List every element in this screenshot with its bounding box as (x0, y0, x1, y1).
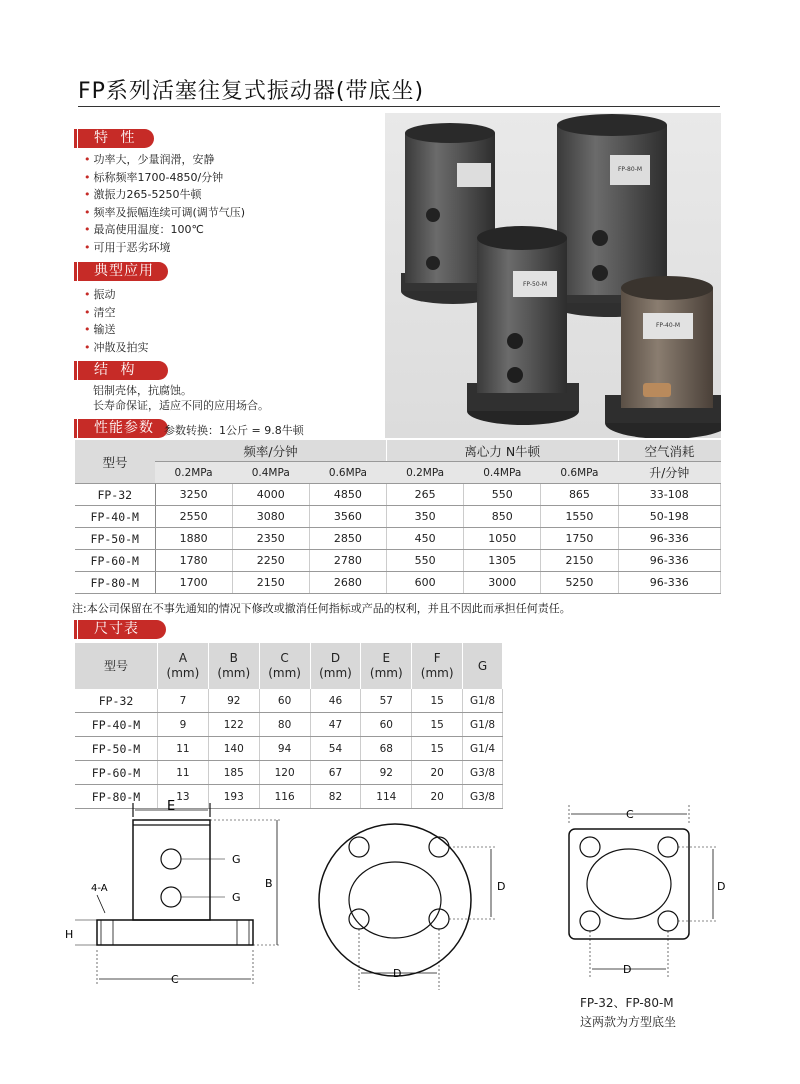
value-cell: 68 (361, 737, 412, 761)
vibrators-illustration (385, 113, 721, 438)
value-cell: 60 (361, 713, 412, 737)
label-D: D (717, 880, 726, 893)
value-cell: 11 (158, 737, 209, 761)
value-cell: 600 (387, 572, 464, 594)
value-cell: 193 (208, 785, 259, 809)
section-performance-heading: 性能参数 (78, 419, 168, 438)
dim-header-name: A (178, 651, 188, 665)
dim-header-cell (208, 643, 259, 689)
dim-header-name: B (229, 651, 238, 665)
label-D: D (623, 963, 632, 976)
value-cell: G1/8 (463, 713, 503, 737)
table-row (75, 761, 503, 785)
value-cell: 1305 (464, 550, 541, 572)
model-cell: FP-32 (75, 484, 155, 506)
label-G: G (232, 853, 241, 866)
value-cell: 46 (310, 689, 361, 713)
table-row (75, 550, 721, 572)
value-cell: 114 (361, 785, 412, 809)
value-cell: 550 (387, 550, 464, 572)
applications-list (84, 286, 149, 356)
value-cell: 450 (387, 528, 464, 550)
table-row (75, 713, 503, 737)
performance-table-body (75, 484, 721, 594)
structure-text (93, 383, 269, 413)
value-cell: 20 (412, 785, 463, 809)
value-cell: 1750 (541, 528, 618, 550)
pressure-header: 0.4MPa (232, 462, 309, 484)
dim-header-unit: (mm) (268, 666, 301, 680)
value-cell: 1700 (155, 572, 232, 594)
value-cell: 116 (259, 785, 310, 809)
value-cell: 5250 (541, 572, 618, 594)
value-cell: G3/8 (463, 761, 503, 785)
dim-header-cell (75, 643, 158, 689)
model-cell: FP-80-M (75, 785, 158, 809)
value-cell: 1050 (464, 528, 541, 550)
label-A: 4-A (91, 883, 108, 894)
dim-header-cell (412, 643, 463, 689)
value-cell: 80 (259, 713, 310, 737)
model-cell: FP-32 (75, 689, 158, 713)
value-cell: 3080 (232, 506, 309, 528)
dim-header-unit: (mm) (420, 666, 454, 680)
value-cell: 15 (412, 713, 463, 737)
value-cell: 50-198 (618, 506, 720, 528)
feature-item: • 功率大，少量润滑，安静 (84, 151, 245, 169)
side-view-drawing (75, 803, 280, 985)
performance-table (75, 440, 721, 594)
value-cell: 47 (310, 713, 361, 737)
value-cell: 54 (310, 737, 361, 761)
section-structure-heading: 结 构 (78, 361, 168, 380)
label-H: H (65, 928, 74, 941)
pressure-header: 0.6MPa (309, 462, 386, 484)
feature-item: • 激振力265-5250牛顿 (84, 186, 245, 204)
dim-header-unit: (mm) (217, 666, 251, 680)
feature-item: • 频率及振幅连续可调(调节气压) (84, 204, 245, 222)
value-cell: 2250 (232, 550, 309, 572)
value-cell: 67 (310, 761, 361, 785)
dim-header-cell (463, 643, 503, 689)
value-cell: 1780 (155, 550, 232, 572)
value-cell: 1880 (155, 528, 232, 550)
value-cell: 92 (208, 689, 259, 713)
value-cell: 2150 (232, 572, 309, 594)
value-cell: 850 (464, 506, 541, 528)
label-C: C (626, 808, 634, 821)
table-row (75, 528, 721, 550)
photo-label: FP-50-M (522, 281, 548, 288)
value-cell: 96-336 (618, 572, 720, 594)
title-divider (78, 106, 720, 107)
section-features-heading: 特 性 (78, 129, 154, 148)
dim-header-name: E (382, 651, 391, 665)
col-model: 型号 (75, 440, 155, 484)
pressure-header: 0.2MPa (387, 462, 464, 484)
value-cell: 2780 (309, 550, 386, 572)
value-cell: 57 (361, 689, 412, 713)
dim-header-name: D (330, 651, 341, 665)
label-B: B (265, 877, 273, 890)
table-row (75, 572, 721, 594)
value-cell: 94 (259, 737, 310, 761)
model-cell: FP-60-M (75, 550, 155, 572)
model-cell: FP-60-M (75, 761, 158, 785)
value-cell: 96-336 (618, 550, 720, 572)
value-cell: 7 (158, 689, 209, 713)
table-row (75, 737, 503, 761)
value-cell: 2350 (232, 528, 309, 550)
value-cell: 265 (387, 484, 464, 506)
air-unit: 升/分钟 (618, 462, 720, 484)
square-base-models: FP-32、FP-80-M (580, 996, 674, 1010)
dim-header-name: F (433, 651, 441, 665)
application-item: • 振动 (84, 286, 149, 304)
value-cell: 1550 (541, 506, 618, 528)
value-cell: 2680 (309, 572, 386, 594)
col-force: 离心力 N牛顿 (387, 440, 619, 462)
table-row (75, 506, 721, 528)
label-D: D (393, 967, 402, 980)
value-cell: 185 (208, 761, 259, 785)
application-item: • 清空 (84, 304, 149, 322)
value-cell: 140 (208, 737, 259, 761)
label-G: G (232, 891, 241, 904)
structure-line: 长寿命保证，适应不同的应用场合。 (93, 399, 269, 412)
label-E: E (167, 799, 176, 814)
section-dimensions-heading: 尺寸表 (78, 620, 166, 639)
table-row (75, 484, 721, 506)
value-cell: 11 (158, 761, 209, 785)
value-cell: 3250 (155, 484, 232, 506)
dimensions-table (75, 643, 503, 809)
value-cell: 33-108 (618, 484, 720, 506)
value-cell: 96-336 (618, 528, 720, 550)
product-photo (385, 113, 721, 438)
pressure-header: 0.2MPa (155, 462, 232, 484)
model-cell: FP-40-M (75, 713, 158, 737)
value-cell: 350 (387, 506, 464, 528)
feature-item: • 可用于恶劣环境 (84, 239, 245, 257)
value-cell: 4000 (232, 484, 309, 506)
model-cell: FP-50-M (75, 737, 158, 761)
application-item: • 输送 (84, 321, 149, 339)
value-cell: G3/8 (463, 785, 503, 809)
dimensions-header-row (75, 643, 503, 689)
pressure-header: 0.4MPa (464, 462, 541, 484)
conversion-note: 参数转换：1公斤 = 9.8牛顿 (164, 424, 304, 437)
photo-label: FP-40-M (655, 322, 681, 329)
value-cell: 550 (464, 484, 541, 506)
model-cell: FP-40-M (75, 506, 155, 528)
feature-item: • 标称频率1700-4850/分钟 (84, 169, 245, 187)
value-cell: 2150 (541, 550, 618, 572)
value-cell: 2850 (309, 528, 386, 550)
table-row (75, 689, 503, 713)
value-cell: 20 (412, 761, 463, 785)
value-cell: 82 (310, 785, 361, 809)
dimensions-table-body (75, 689, 503, 809)
value-cell: 9 (158, 713, 209, 737)
application-item: • 冲散及拍实 (84, 339, 149, 357)
round-base-drawing (319, 824, 495, 990)
value-cell: 2550 (155, 506, 232, 528)
features-list (84, 151, 245, 256)
value-cell: 3560 (309, 506, 386, 528)
section-applications-heading: 典型应用 (78, 262, 168, 281)
square-base-drawing (569, 805, 717, 977)
value-cell: G1/4 (463, 737, 503, 761)
value-cell: 15 (412, 737, 463, 761)
structure-line: 铝制壳体，抗腐蚀。 (93, 384, 192, 397)
dim-header-cell (259, 643, 310, 689)
value-cell: 60 (259, 689, 310, 713)
disclaimer: 注:本公司保留在不事先通知的情况下修改或撤消任何指标或产品的权利，并且不因此而承担任何责任。 (72, 602, 571, 615)
value-cell: 120 (259, 761, 310, 785)
value-cell: 4850 (309, 484, 386, 506)
dim-header-unit: (mm) (369, 666, 403, 680)
value-cell: 3000 (464, 572, 541, 594)
dim-header-cell (158, 643, 209, 689)
dim-header-name: C (280, 651, 289, 665)
value-cell: 865 (541, 484, 618, 506)
col-frequency: 频率/分钟 (155, 440, 387, 462)
feature-item: • 最高使用温度：100℃ (84, 221, 245, 239)
value-cell: 15 (412, 689, 463, 713)
value-cell: 13 (158, 785, 209, 809)
dim-header-name: 型号 (103, 658, 128, 673)
pressure-header: 0.6MPa (541, 462, 618, 484)
page-title: FP系列活塞往复式振动器(带底坐) (78, 79, 425, 104)
model-cell: FP-50-M (75, 528, 155, 550)
value-cell: G1/8 (463, 689, 503, 713)
dim-header-cell (310, 643, 361, 689)
label-C: C (171, 973, 179, 986)
dim-header-unit: (mm) (166, 666, 200, 680)
square-base-note (580, 994, 676, 1032)
dim-header-name: G (477, 658, 488, 673)
model-cell: FP-80-M (75, 572, 155, 594)
value-cell: 122 (208, 713, 259, 737)
dim-header-unit: (mm) (319, 666, 352, 680)
label-D: D (497, 880, 506, 893)
square-base-caption: 这两款为方型底坐 (580, 1015, 677, 1029)
value-cell: 92 (361, 761, 412, 785)
dim-header-cell (361, 643, 412, 689)
photo-label: FP-80-M (617, 166, 643, 173)
col-air: 空气消耗 (618, 440, 720, 462)
